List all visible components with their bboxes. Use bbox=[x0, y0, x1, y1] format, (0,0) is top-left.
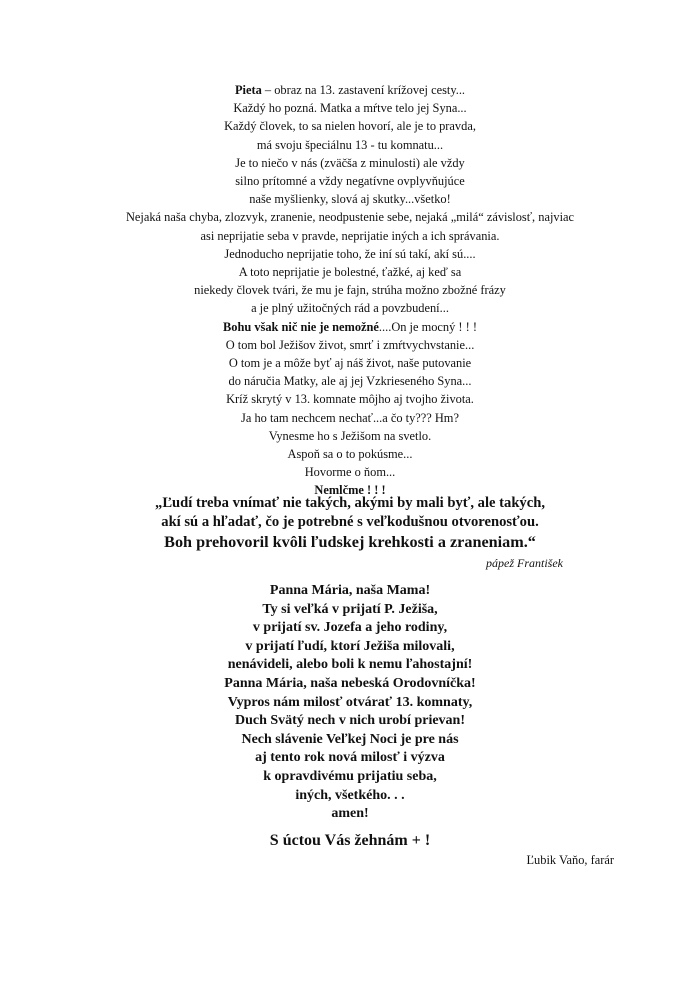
quote-line: Boh prehovoril kvôli ľudskej krehkosti a zraneniam.“ bbox=[164, 533, 536, 551]
prayer-line: nenávideli, alebo boli k nemu ľahostajní! bbox=[227, 657, 473, 673]
poem-line: Každý človek, to sa nielen hovorí, ale je to pravda, bbox=[224, 119, 476, 134]
prayer-line: aj tento rok nová milosť i výzva bbox=[255, 750, 445, 766]
quote-author: pápež František bbox=[486, 556, 563, 570]
poem-line: niekedy človek tvári, že mu je fajn, strúha možno zbožné frázy bbox=[194, 283, 506, 298]
poem-line: O tom bol Ježišov život, smrť i zmŕtvychvstanie... bbox=[225, 337, 475, 352]
poem-line: silno prítomné a vždy negatívne ovplyvňujúce bbox=[235, 174, 465, 189]
poem-line: asi neprijatie seba v pravde, neprijatie iných a ich správania. bbox=[200, 228, 500, 243]
poem-line-text: – obraz na 13. zastavení krížovej cesty... bbox=[261, 83, 466, 97]
pieta-poem bbox=[0, 81, 700, 500]
prayer-line: v prijatí sv. Jozefa a jeho rodiny, bbox=[252, 620, 448, 636]
prayer-line: Vypros nám milosť otvárať 13. komnaty, bbox=[227, 694, 473, 710]
poem-closing: Nemlčme ! ! ! bbox=[314, 483, 386, 498]
poem-line: O tom je a môže byť aj náš život, naše putovanie bbox=[228, 356, 472, 371]
poem-line bbox=[0, 318, 700, 336]
poem-line: Aspoň sa o to pokúsme... bbox=[287, 447, 413, 462]
prayer bbox=[0, 582, 700, 824]
prayer-line: Duch Svätý nech v nich urobí prievan! bbox=[235, 713, 465, 729]
poem-line: Jednoducho neprijatie toho, že iní sú takí, akí sú.... bbox=[224, 246, 476, 261]
prayer-line: Panna Mária, naša nebeská Orodovníčka! bbox=[224, 675, 476, 691]
quote-line: „Ľudí treba vnímať nie takých, akými by mali byť, ale takých, bbox=[155, 495, 545, 511]
poem-line: Hovorme o ňom... bbox=[304, 465, 396, 480]
prayer-line: Panna Mária, naša Mama! bbox=[269, 583, 431, 598]
poem-line bbox=[0, 81, 700, 99]
poem-line: Kríž skrytý v 13. komnate môjho aj tvojho života. bbox=[226, 392, 474, 407]
poem-line: do náručia Matky, ale aj jej Vzkrieseného Syna... bbox=[228, 374, 472, 389]
prayer-line: amen! bbox=[331, 806, 369, 822]
poem-emphasis: Bohu však nič nie je nemožné bbox=[222, 319, 379, 334]
poem-line: Každý ho pozná. Matka a mŕtve telo jej Syna... bbox=[233, 101, 467, 116]
prayer-line: k opravdivému prijatiu seba, bbox=[263, 768, 437, 784]
quote-line: akí sú a hľadať, čo je potrebné s veľkodušnou otvorenosťou. bbox=[161, 514, 539, 530]
prayer-line: Nech slávenie Veľkej Noci je pre nás bbox=[241, 731, 459, 747]
poem-line: Vynesme ho s Ježišom na svetlo. bbox=[268, 428, 432, 443]
poem-title: Pieta bbox=[234, 83, 262, 97]
pope-quote bbox=[0, 494, 700, 553]
signature: Ľubik Vaňo, farár bbox=[526, 853, 614, 867]
poem-line-text: ....On je mocný ! ! ! bbox=[378, 319, 477, 334]
poem-line: Je to niečo v nás (zväčša z minulosti) ale vždy bbox=[235, 155, 465, 170]
poem-line: a je plný užitočných rád a povzbudení... bbox=[251, 301, 449, 316]
prayer-line: v prijatí ľudí, ktorí Ježiša milovali, bbox=[245, 638, 455, 654]
poem-line: Nejaká naša chyba, zlozvyk, zranenie, neodpustenie sebe, nejaká „milá“ závislosť, najviac bbox=[125, 210, 575, 225]
poem-line: A toto neprijatie je bolestné, ťažké, aj keď sa bbox=[238, 265, 462, 280]
poem-line: Ja ho tam nechcem nechať...a čo ty??? Hm? bbox=[241, 410, 459, 425]
prayer-line: iných, všetkého. . . bbox=[295, 787, 405, 803]
prayer-line: Ty si veľká v prijatí P. Ježiša, bbox=[262, 601, 438, 617]
poem-line: naše myšlienky, slová aj skutky...všetko! bbox=[249, 192, 451, 207]
blessing: S úctou Vás žehnám + ! bbox=[269, 832, 431, 849]
poem-line: má svoju špeciálnu 13 - tu komnatu... bbox=[256, 137, 444, 152]
